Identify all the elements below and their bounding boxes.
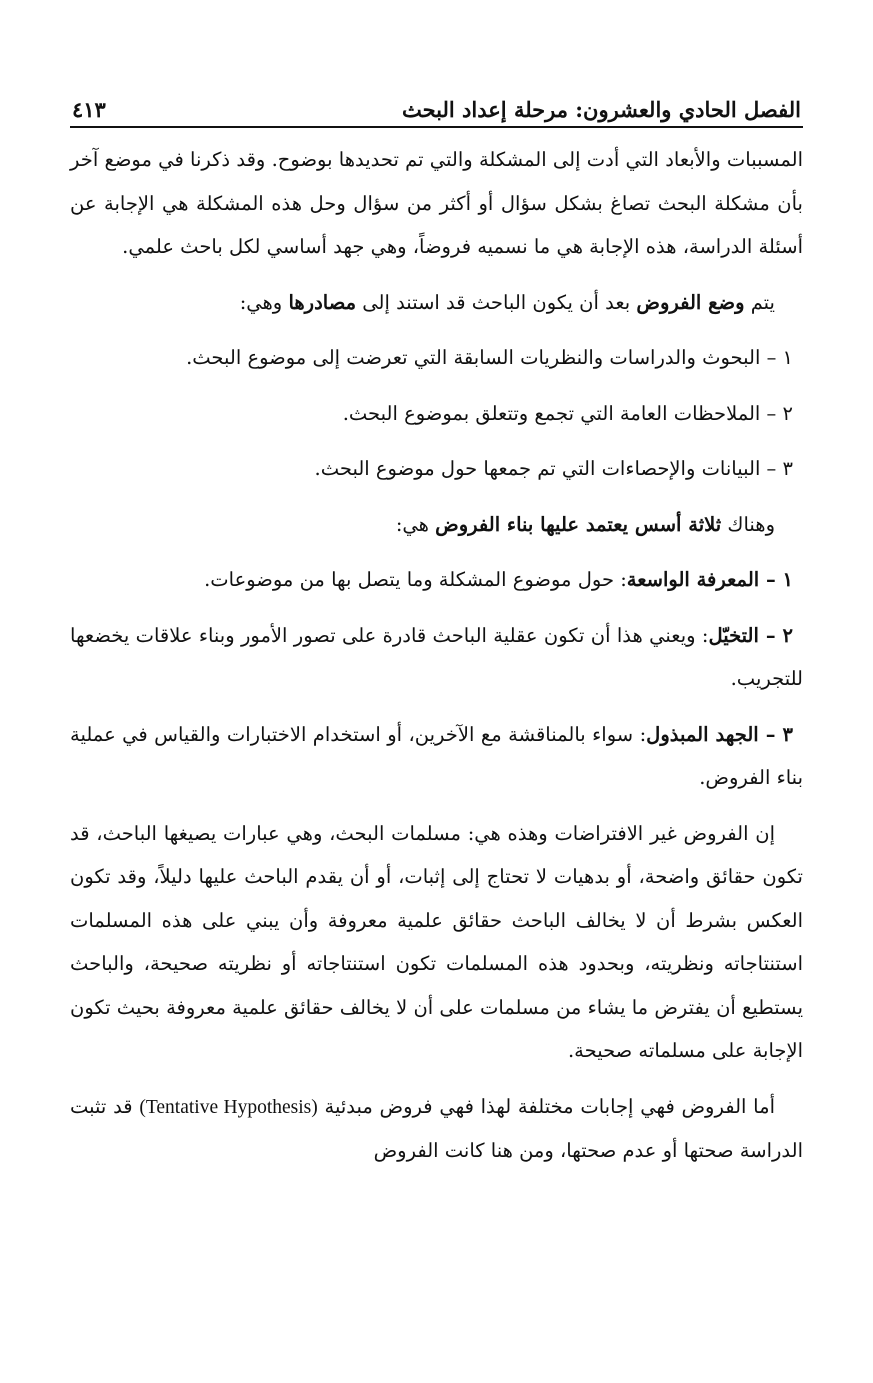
- basis-item: [70, 614, 803, 701]
- list-item: ٣ – البيانات والإحصاءات التي تم جمعها حول موضوع البحث.: [314, 457, 793, 480]
- text-run: يتم: [744, 290, 775, 314]
- running-header: [70, 82, 803, 128]
- text-run: : حول موضوع المشكلة وما يتصل بها من موضوعات.: [204, 568, 627, 591]
- list-item: ١ – البحوث والدراسات والنظريات السابقة التي تعرضت إلى موضوع البحث.: [186, 346, 793, 369]
- page-number: ٤١٣: [72, 97, 106, 122]
- list-item: ٢ – الملاحظات العامة التي تجمع وتتعلق بموضوع البحث.: [342, 401, 793, 425]
- paragraph-tentative: [70, 1085, 803, 1173]
- bold-term: ٣ – الجهد المبذول: [646, 722, 793, 746]
- paragraph-assumptions: إن الفروض غير الافتراضات وهذه هي: مسلمات البحث، وهي عبارات يصيغها الباحث، قد تكون حقائق واضحة، أو بدهيات لا تحتاج إلى إثبات، أو أن يقدم الباحث عليها دليلاً، وقد تكون العكس بشرط أن لا يخالف الباحث حقائق علمية معروفة وأن يبني على هذه المسلمات استنتاجاته ونظريته، وبحدود هذه المسلمات تكون استنتاجاته أو نظريته صحيحة، والباحث يستطيع أن يفترض ما يشاء من مسلمات على أن لا يخالف حقائق علمية معروفة بحيث تكون الإجابة على مسلماته صحيحة.: [70, 821, 803, 1062]
- page-body: [70, 138, 803, 1173]
- bold-term: مصادرها: [288, 290, 357, 314]
- text-run: أما الفروض فهي إجابات مختلفة لهذا فهي فروض مبدئية: [317, 1094, 775, 1118]
- text-run: بعد أن يكون الباحث قد استند إلى: [356, 290, 637, 314]
- chapter-title: الفصل الحادي والعشرون: مرحلة إعداد البحث: [402, 97, 801, 122]
- text-run: وهناك: [721, 512, 775, 536]
- bold-term: ثلاثة أسس يعتمد عليها بناء الفروض: [435, 512, 722, 536]
- bold-term: وضع الفروض: [636, 290, 745, 314]
- paragraph-three-bases: [70, 503, 803, 547]
- paragraph-intro: المسببات والأبعاد التي أدت إلى المشكلة والتي تم تحديدها بوضوح. وقد ذكرنا في موضع آخر بأن مشكلة البحث تصاغ بشكل سؤال أو أكثر من سؤال وحل هذه المشكلة هي الإجابة عن أسئلة الدراسة، هذه الإجابة هي ما نسميه فروضاً، وهي جهد أساسي لكل باحث علمي.: [70, 148, 803, 258]
- text-run: : سواء بالمناقشة مع الآخرين، أو استخدام الاختبارات والقياس في عملية بناء الفروض.: [70, 722, 803, 789]
- text-run: هي:: [395, 512, 436, 536]
- latin-term: (Tentative Hypothesis): [139, 1096, 318, 1118]
- basis-item: [70, 558, 803, 602]
- paragraph-hypothesis-sources: [70, 281, 803, 325]
- text-run: وهي:: [239, 290, 289, 314]
- text-run: قد تثبت الدراسة صحتها أو عدم صحتها، ومن هنا كانت الفروض: [70, 1094, 803, 1162]
- text-run: : ويعني هذا أن تكون عقلية الباحث قادرة على تصور الأمور وبناء علاقات يخضعها للتجريب.: [70, 623, 803, 690]
- basis-item: [70, 713, 803, 800]
- bold-term: ١ – المعرفة الواسعة: [626, 568, 793, 591]
- bold-term: ٢ – التخيّل: [708, 623, 793, 647]
